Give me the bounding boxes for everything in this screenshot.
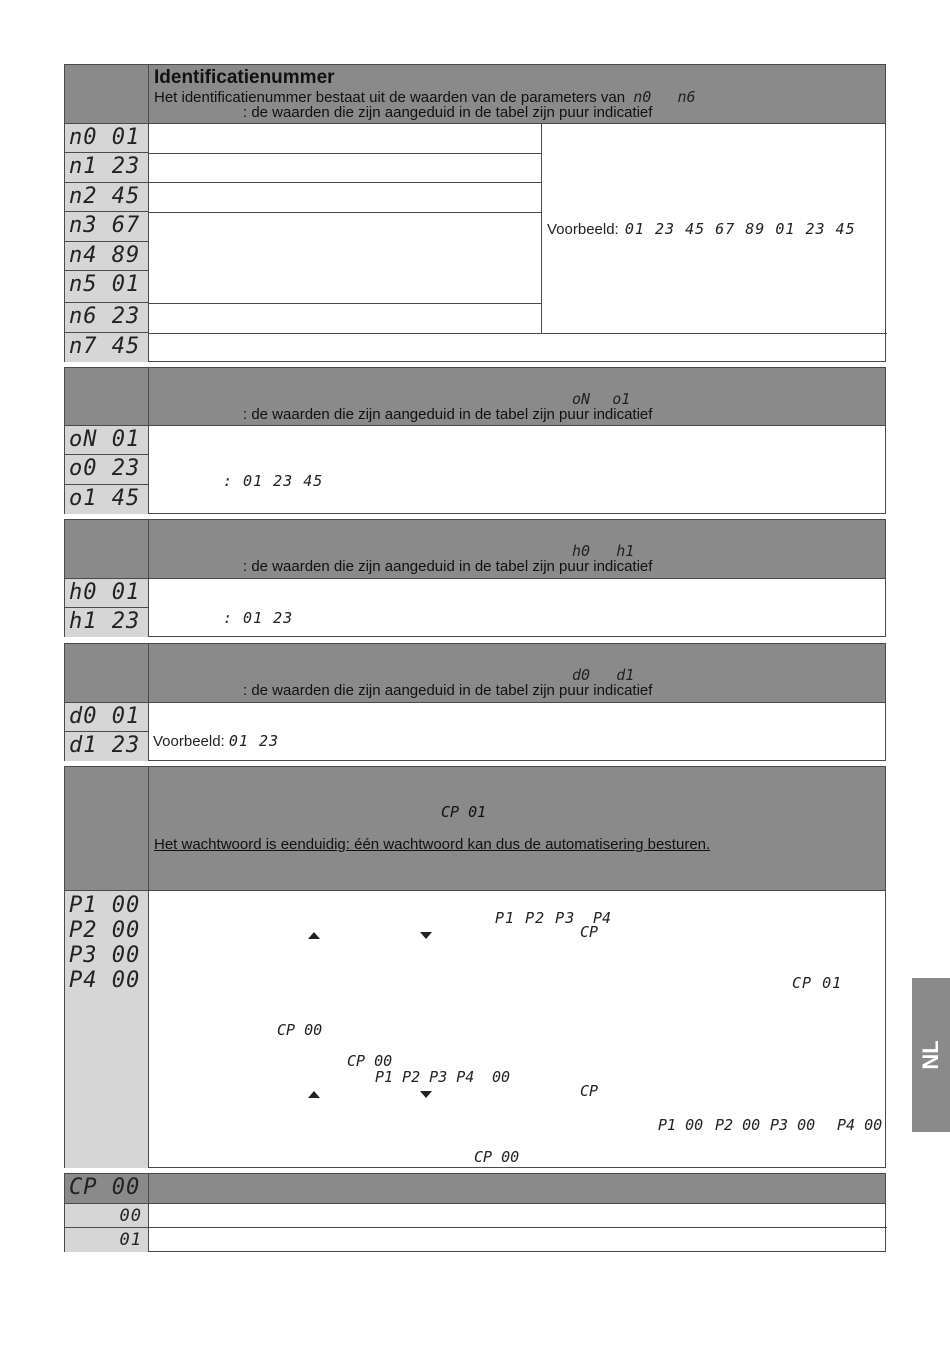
header-code: CP 01 [441,803,487,821]
table-h-params [64,519,886,637]
table-d-params [64,643,886,761]
example-text: Voorbeeld: 01 23 [153,732,280,750]
table-identification [64,64,886,362]
header-codes: h0 h1 [572,542,635,560]
header-note: : de waarden die zijn aangeduid in de tabel zijn puur indicatief [243,682,653,699]
header-codes: d0 d1 [572,666,635,684]
code-cell: h1 23 [65,608,149,637]
value-text: : 01 23 45 [223,472,324,490]
table-header [65,1174,885,1204]
arrow-up-icon [308,1091,320,1098]
arrow-down-icon [420,932,432,939]
code-cell: 01 [65,1228,149,1252]
code-cell: d0 01 [65,703,149,732]
code-cell: n7 45 [65,333,149,362]
code-cell: CP 00 [65,1174,149,1203]
code-cell: n5 01 [65,271,149,303]
table-header [65,644,885,703]
code-cell: P1 00 [69,893,141,918]
arrow-up-icon [308,932,320,939]
header-note: : de waarden die zijn aangeduid in de tabel zijn puur indicatief [243,104,653,121]
code-cell: o0 23 [65,455,149,485]
code-cell-group [65,891,149,1168]
header-codes: oN o1 [572,390,631,408]
table-password: CP 01 Het wachtwoord is eenduidig: één wachtwoord kan dus de automatisering besturen. P1 00 P2 00 P3 00 P4 00 P1 P2 P3 P4 CP CP 01 CP 00 CP 00 P1 P2 P3 P4 00 CP P1 00 P2 00 P3 00 P4 00 CP 00 [64,766,886,1168]
code-cell: P3 00 [69,943,141,968]
code-cell: n2 45 [65,183,149,212]
table-header [65,520,885,579]
code-cell: P2 00 [69,918,141,943]
example-text: Voorbeeld: 01 23 45 67 89 01 23 45 [547,220,856,238]
header-note: : de waarden die zijn aangeduid in de tabel zijn puur indicatief [243,558,653,575]
header-note: : de waarden die zijn aangeduid in de tabel zijn puur indicatief [243,406,653,423]
table-header [65,368,885,426]
code-cell: n0 01 [65,124,149,153]
code-cell: h0 01 [65,579,149,608]
code-cell: oN 01 [65,426,149,455]
code-cell: o1 45 [65,485,149,514]
table-o-params [64,367,886,514]
code-cell: n6 23 [65,303,149,333]
table-cp-values [64,1173,886,1252]
code-cell: n4 89 [65,242,149,271]
password-note: Het wachtwoord is eenduidig: één wachtwoord kan dus de automatisering besturen. [154,836,711,853]
arrow-down-icon [420,1091,432,1098]
code-cell: P4 00 [69,968,141,993]
language-tab: NL [912,978,950,1132]
code-cell: 00 [65,1204,149,1228]
code-cell: d1 23 [65,732,149,761]
table-header [65,767,885,891]
value-text: : 01 23 [223,609,294,627]
section-title: Identificatienummer [154,67,335,88]
code-cell: n1 23 [65,153,149,183]
header-text: Het identificatienummer bestaat uit de waarden van de parameters van n0 n6 [154,88,696,106]
code-cell: n3 67 [65,212,149,242]
table-header [65,65,885,124]
